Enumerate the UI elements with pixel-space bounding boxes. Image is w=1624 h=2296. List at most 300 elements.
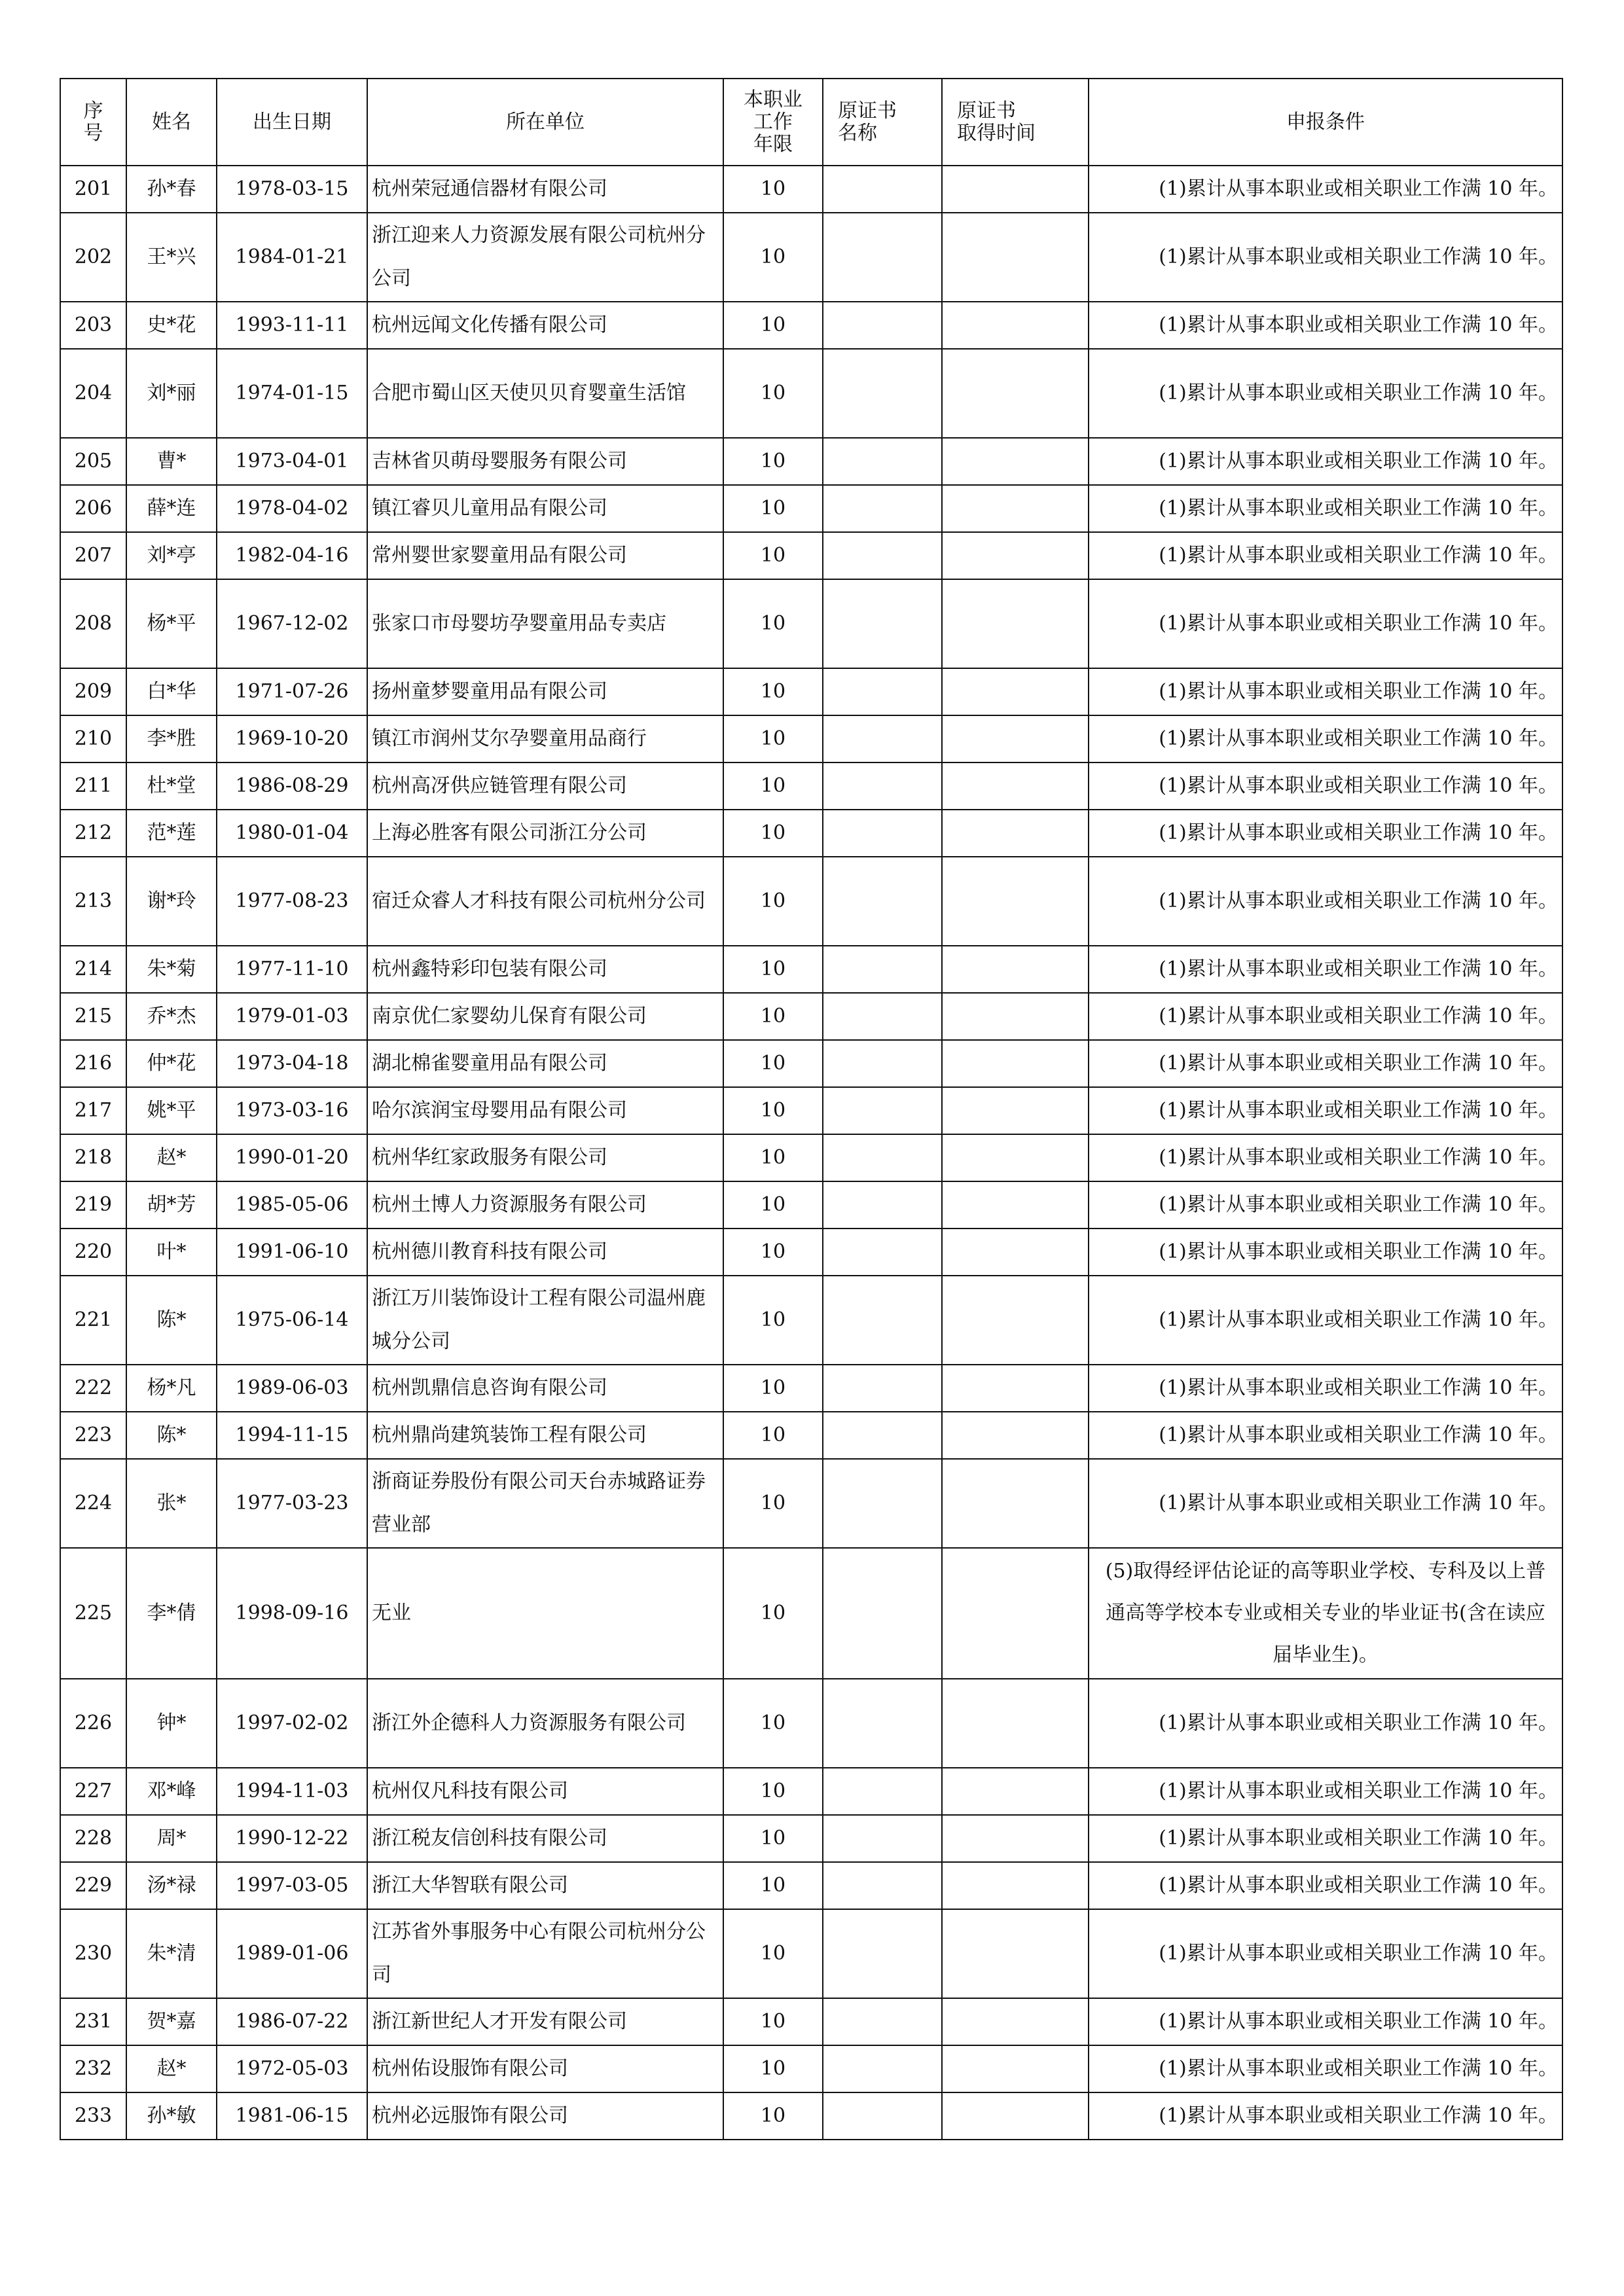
row-employer: 杭州德川教育科技有限公司 bbox=[367, 1229, 723, 1276]
row-original-cert-date bbox=[942, 762, 1089, 810]
row-original-cert-name bbox=[823, 2092, 942, 2140]
row-original-cert-date bbox=[942, 485, 1089, 532]
row-work-years: 10 bbox=[723, 1087, 823, 1134]
row-application-condition: (1)累计从事本职业或相关职业工作满 10 年。 bbox=[1089, 1459, 1562, 1548]
table-row bbox=[60, 1229, 1562, 1276]
row-original-cert-name bbox=[823, 1365, 942, 1412]
row-employer: 杭州仅凡科技有限公司 bbox=[367, 1768, 723, 1815]
table-row bbox=[60, 810, 1562, 857]
row-original-cert-name bbox=[823, 1679, 942, 1768]
row-work-years: 10 bbox=[723, 857, 823, 946]
row-seq: 233 bbox=[60, 2092, 126, 2140]
row-application-condition: (1)累计从事本职业或相关职业工作满 10 年。 bbox=[1089, 1815, 1562, 1862]
row-birth-date: 1984-01-21 bbox=[217, 213, 367, 302]
row-employer: 杭州华红家政服务有限公司 bbox=[367, 1134, 723, 1181]
row-original-cert-name bbox=[823, 485, 942, 532]
row-original-cert-name bbox=[823, 1229, 942, 1276]
row-birth-date: 1971-07-26 bbox=[217, 668, 367, 715]
row-work-years: 10 bbox=[723, 1276, 823, 1365]
row-original-cert-name bbox=[823, 532, 942, 579]
row-employer: 镇江市润州艾尔孕婴童用品商行 bbox=[367, 715, 723, 762]
row-employer: 浙商证券股份有限公司天台赤城路证券营业部 bbox=[367, 1459, 723, 1548]
row-application-condition: (1)累计从事本职业或相关职业工作满 10 年。 bbox=[1089, 1229, 1562, 1276]
row-name: 李*胜 bbox=[126, 715, 217, 762]
row-seq: 220 bbox=[60, 1229, 126, 1276]
row-birth-date: 1977-08-23 bbox=[217, 857, 367, 946]
table-row bbox=[60, 668, 1562, 715]
row-birth-date: 1990-01-20 bbox=[217, 1134, 367, 1181]
row-application-condition: (1)累计从事本职业或相关职业工作满 10 年。 bbox=[1089, 762, 1562, 810]
row-original-cert-name bbox=[823, 1040, 942, 1087]
row-employer: 杭州必远服饰有限公司 bbox=[367, 2092, 723, 2140]
row-name: 张* bbox=[126, 1459, 217, 1548]
table-row bbox=[60, 485, 1562, 532]
row-seq: 232 bbox=[60, 2045, 126, 2092]
row-original-cert-date bbox=[942, 438, 1089, 485]
header-name: 姓名 bbox=[126, 79, 217, 166]
row-work-years: 10 bbox=[723, 438, 823, 485]
header-birth-date: 出生日期 bbox=[217, 79, 367, 166]
row-original-cert-name bbox=[823, 810, 942, 857]
row-name: 陈* bbox=[126, 1276, 217, 1365]
row-birth-date: 1998-09-16 bbox=[217, 1548, 367, 1679]
table-row bbox=[60, 1909, 1562, 1998]
row-name: 朱*菊 bbox=[126, 946, 217, 993]
row-employer: 杭州佑设服饰有限公司 bbox=[367, 2045, 723, 2092]
row-birth-date: 1991-06-10 bbox=[217, 1229, 367, 1276]
row-original-cert-name bbox=[823, 1548, 942, 1679]
row-birth-date: 1993-11-11 bbox=[217, 302, 367, 349]
row-birth-date: 1975-06-14 bbox=[217, 1276, 367, 1365]
row-application-condition: (5)取得经评估论证的高等职业学校、专科及以上普通高等学校本专业或相关专业的毕业证书(含在读应届毕业生)。 bbox=[1089, 1548, 1562, 1679]
row-original-cert-date bbox=[942, 1040, 1089, 1087]
row-work-years: 10 bbox=[723, 762, 823, 810]
row-seq: 204 bbox=[60, 349, 126, 438]
row-original-cert-name bbox=[823, 1087, 942, 1134]
row-work-years: 10 bbox=[723, 1998, 823, 2045]
row-application-condition: (1)累计从事本职业或相关职业工作满 10 年。 bbox=[1089, 1909, 1562, 1998]
header-employer: 所在单位 bbox=[367, 79, 723, 166]
row-original-cert-date bbox=[942, 213, 1089, 302]
row-birth-date: 1990-12-22 bbox=[217, 1815, 367, 1862]
row-original-cert-name bbox=[823, 1181, 942, 1229]
row-original-cert-name bbox=[823, 579, 942, 668]
table-row bbox=[60, 993, 1562, 1040]
row-application-condition: (1)累计从事本职业或相关职业工作满 10 年。 bbox=[1089, 1768, 1562, 1815]
row-birth-date: 1973-04-01 bbox=[217, 438, 367, 485]
row-seq: 216 bbox=[60, 1040, 126, 1087]
table-row bbox=[60, 1815, 1562, 1862]
row-name: 邓*峰 bbox=[126, 1768, 217, 1815]
row-birth-date: 1979-01-03 bbox=[217, 993, 367, 1040]
row-seq: 206 bbox=[60, 485, 126, 532]
table-row bbox=[60, 302, 1562, 349]
row-application-condition: (1)累计从事本职业或相关职业工作满 10 年。 bbox=[1089, 1276, 1562, 1365]
row-application-condition: (1)累计从事本职业或相关职业工作满 10 年。 bbox=[1089, 857, 1562, 946]
row-seq: 218 bbox=[60, 1134, 126, 1181]
row-birth-date: 1986-07-22 bbox=[217, 1998, 367, 2045]
row-seq: 225 bbox=[60, 1548, 126, 1679]
table-row bbox=[60, 1862, 1562, 1909]
row-work-years: 10 bbox=[723, 2092, 823, 2140]
row-work-years: 10 bbox=[723, 1181, 823, 1229]
row-employer: 湖北棉雀婴童用品有限公司 bbox=[367, 1040, 723, 1087]
row-birth-date: 1981-06-15 bbox=[217, 2092, 367, 2140]
row-work-years: 10 bbox=[723, 993, 823, 1040]
header-original-cert-date: 原证书 取得时间 bbox=[942, 79, 1089, 166]
row-name: 杨*平 bbox=[126, 579, 217, 668]
row-original-cert-date bbox=[942, 166, 1089, 213]
table-row bbox=[60, 762, 1562, 810]
header-original-cert-name: 原证书 名称 bbox=[823, 79, 942, 166]
row-seq: 228 bbox=[60, 1815, 126, 1862]
row-seq: 213 bbox=[60, 857, 126, 946]
row-seq: 226 bbox=[60, 1679, 126, 1768]
row-name: 李*倩 bbox=[126, 1548, 217, 1679]
row-application-condition: (1)累计从事本职业或相关职业工作满 10 年。 bbox=[1089, 349, 1562, 438]
row-employer: 南京优仁家婴幼儿保育有限公司 bbox=[367, 993, 723, 1040]
row-application-condition: (1)累计从事本职业或相关职业工作满 10 年。 bbox=[1089, 213, 1562, 302]
row-original-cert-name bbox=[823, 993, 942, 1040]
table-header-row bbox=[60, 79, 1562, 166]
row-original-cert-date bbox=[942, 946, 1089, 993]
row-employer: 杭州高冴供应链管理有限公司 bbox=[367, 762, 723, 810]
row-application-condition: (1)累计从事本职业或相关职业工作满 10 年。 bbox=[1089, 166, 1562, 213]
row-seq: 214 bbox=[60, 946, 126, 993]
row-original-cert-date bbox=[942, 1087, 1089, 1134]
row-employer: 哈尔滨润宝母婴用品有限公司 bbox=[367, 1087, 723, 1134]
row-name: 曹* bbox=[126, 438, 217, 485]
row-original-cert-date bbox=[942, 1998, 1089, 2045]
row-seq: 217 bbox=[60, 1087, 126, 1134]
row-application-condition: (1)累计从事本职业或相关职业工作满 10 年。 bbox=[1089, 302, 1562, 349]
row-work-years: 10 bbox=[723, 810, 823, 857]
row-application-condition: (1)累计从事本职业或相关职业工作满 10 年。 bbox=[1089, 532, 1562, 579]
row-application-condition: (1)累计从事本职业或相关职业工作满 10 年。 bbox=[1089, 810, 1562, 857]
row-name: 仲*花 bbox=[126, 1040, 217, 1087]
table-row bbox=[60, 1412, 1562, 1459]
applicant-roster-sheet bbox=[60, 78, 1562, 2140]
row-seq: 215 bbox=[60, 993, 126, 1040]
row-seq: 211 bbox=[60, 762, 126, 810]
row-birth-date: 1977-03-23 bbox=[217, 1459, 367, 1548]
row-name: 杨*凡 bbox=[126, 1365, 217, 1412]
row-birth-date: 1978-03-15 bbox=[217, 166, 367, 213]
row-name: 刘*亭 bbox=[126, 532, 217, 579]
row-work-years: 10 bbox=[723, 349, 823, 438]
row-birth-date: 1982-04-16 bbox=[217, 532, 367, 579]
row-employer: 无业 bbox=[367, 1548, 723, 1679]
row-birth-date: 1978-04-02 bbox=[217, 485, 367, 532]
row-original-cert-date bbox=[942, 1459, 1089, 1548]
table-row bbox=[60, 1276, 1562, 1365]
row-application-condition: (1)累计从事本职业或相关职业工作满 10 年。 bbox=[1089, 1040, 1562, 1087]
row-name: 贺*嘉 bbox=[126, 1998, 217, 2045]
row-work-years: 10 bbox=[723, 485, 823, 532]
row-seq: 202 bbox=[60, 213, 126, 302]
row-original-cert-name bbox=[823, 1998, 942, 2045]
row-seq: 224 bbox=[60, 1459, 126, 1548]
row-seq: 219 bbox=[60, 1181, 126, 1229]
row-application-condition: (1)累计从事本职业或相关职业工作满 10 年。 bbox=[1089, 1998, 1562, 2045]
row-birth-date: 1997-03-05 bbox=[217, 1862, 367, 1909]
table-row bbox=[60, 946, 1562, 993]
row-work-years: 10 bbox=[723, 302, 823, 349]
row-employer: 浙江大华智联有限公司 bbox=[367, 1862, 723, 1909]
table-row bbox=[60, 166, 1562, 213]
row-work-years: 10 bbox=[723, 946, 823, 993]
row-name: 姚*平 bbox=[126, 1087, 217, 1134]
row-original-cert-date bbox=[942, 1815, 1089, 1862]
row-name: 刘*丽 bbox=[126, 349, 217, 438]
row-birth-date: 1994-11-15 bbox=[217, 1412, 367, 1459]
row-application-condition: (1)累计从事本职业或相关职业工作满 10 年。 bbox=[1089, 1365, 1562, 1412]
row-name: 薛*连 bbox=[126, 485, 217, 532]
row-birth-date: 1994-11-03 bbox=[217, 1768, 367, 1815]
row-original-cert-date bbox=[942, 857, 1089, 946]
row-original-cert-date bbox=[942, 1768, 1089, 1815]
row-birth-date: 1977-11-10 bbox=[217, 946, 367, 993]
table-row bbox=[60, 857, 1562, 946]
row-name: 叶* bbox=[126, 1229, 217, 1276]
row-name: 胡*芳 bbox=[126, 1181, 217, 1229]
row-original-cert-name bbox=[823, 166, 942, 213]
row-original-cert-name bbox=[823, 857, 942, 946]
row-employer: 张家口市母婴坊孕婴童用品专卖店 bbox=[367, 579, 723, 668]
row-employer: 扬州童梦婴童用品有限公司 bbox=[367, 668, 723, 715]
row-work-years: 10 bbox=[723, 2045, 823, 2092]
row-name: 朱*清 bbox=[126, 1909, 217, 1998]
row-work-years: 10 bbox=[723, 1815, 823, 1862]
row-original-cert-date bbox=[942, 993, 1089, 1040]
row-name: 王*兴 bbox=[126, 213, 217, 302]
row-original-cert-date bbox=[942, 1862, 1089, 1909]
row-seq: 227 bbox=[60, 1768, 126, 1815]
row-original-cert-date bbox=[942, 302, 1089, 349]
row-original-cert-name bbox=[823, 1909, 942, 1998]
row-employer: 浙江迎来人力资源发展有限公司杭州分公司 bbox=[367, 213, 723, 302]
row-birth-date: 1989-01-06 bbox=[217, 1909, 367, 1998]
row-name: 陈* bbox=[126, 1412, 217, 1459]
row-original-cert-date bbox=[942, 2045, 1089, 2092]
row-birth-date: 1980-01-04 bbox=[217, 810, 367, 857]
row-original-cert-date bbox=[942, 1276, 1089, 1365]
row-seq: 230 bbox=[60, 1909, 126, 1998]
row-name: 白*华 bbox=[126, 668, 217, 715]
row-application-condition: (1)累计从事本职业或相关职业工作满 10 年。 bbox=[1089, 2092, 1562, 2140]
row-application-condition: (1)累计从事本职业或相关职业工作满 10 年。 bbox=[1089, 993, 1562, 1040]
row-name: 周* bbox=[126, 1815, 217, 1862]
row-original-cert-name bbox=[823, 1459, 942, 1548]
row-work-years: 10 bbox=[723, 213, 823, 302]
row-birth-date: 1997-02-02 bbox=[217, 1679, 367, 1768]
row-seq: 203 bbox=[60, 302, 126, 349]
applicant-roster-table bbox=[60, 78, 1563, 2140]
row-original-cert-name bbox=[823, 946, 942, 993]
table-row bbox=[60, 532, 1562, 579]
row-work-years: 10 bbox=[723, 1862, 823, 1909]
row-seq: 223 bbox=[60, 1412, 126, 1459]
row-employer: 杭州荣冠通信器材有限公司 bbox=[367, 166, 723, 213]
row-application-condition: (1)累计从事本职业或相关职业工作满 10 年。 bbox=[1089, 668, 1562, 715]
table-row bbox=[60, 1998, 1562, 2045]
row-work-years: 10 bbox=[723, 579, 823, 668]
row-birth-date: 1989-06-03 bbox=[217, 1365, 367, 1412]
row-original-cert-name bbox=[823, 715, 942, 762]
row-work-years: 10 bbox=[723, 166, 823, 213]
header-seq: 序 号 bbox=[60, 79, 126, 166]
row-employer: 镇江睿贝儿童用品有限公司 bbox=[367, 485, 723, 532]
row-original-cert-date bbox=[942, 2092, 1089, 2140]
row-original-cert-date bbox=[942, 1909, 1089, 1998]
row-application-condition: (1)累计从事本职业或相关职业工作满 10 年。 bbox=[1089, 485, 1562, 532]
row-application-condition: (1)累计从事本职业或相关职业工作满 10 年。 bbox=[1089, 946, 1562, 993]
row-original-cert-name bbox=[823, 1276, 942, 1365]
row-employer: 杭州凯鼎信息咨询有限公司 bbox=[367, 1365, 723, 1412]
row-work-years: 10 bbox=[723, 1412, 823, 1459]
row-original-cert-name bbox=[823, 302, 942, 349]
row-birth-date: 1986-08-29 bbox=[217, 762, 367, 810]
row-name: 范*莲 bbox=[126, 810, 217, 857]
row-name: 孙*春 bbox=[126, 166, 217, 213]
row-work-years: 10 bbox=[723, 1679, 823, 1768]
row-birth-date: 1985-05-06 bbox=[217, 1181, 367, 1229]
row-original-cert-name bbox=[823, 668, 942, 715]
table-row bbox=[60, 579, 1562, 668]
row-employer: 浙江税友信创科技有限公司 bbox=[367, 1815, 723, 1862]
row-name: 钟* bbox=[126, 1679, 217, 1768]
row-work-years: 10 bbox=[723, 715, 823, 762]
row-work-years: 10 bbox=[723, 1548, 823, 1679]
row-employer: 杭州土博人力资源服务有限公司 bbox=[367, 1181, 723, 1229]
row-original-cert-date bbox=[942, 1181, 1089, 1229]
header-work-years: 本职业 工作 年限 bbox=[723, 79, 823, 166]
row-original-cert-name bbox=[823, 1412, 942, 1459]
row-seq: 205 bbox=[60, 438, 126, 485]
row-original-cert-date bbox=[942, 1229, 1089, 1276]
row-original-cert-name bbox=[823, 438, 942, 485]
row-seq: 231 bbox=[60, 1998, 126, 2045]
header-application-condition: 申报条件 bbox=[1089, 79, 1562, 166]
row-original-cert-name bbox=[823, 1768, 942, 1815]
table-row bbox=[60, 349, 1562, 438]
row-name: 赵* bbox=[126, 2045, 217, 2092]
row-original-cert-date bbox=[942, 810, 1089, 857]
row-employer: 江苏省外事服务中心有限公司杭州分公司 bbox=[367, 1909, 723, 1998]
row-work-years: 10 bbox=[723, 532, 823, 579]
row-birth-date: 1972-05-03 bbox=[217, 2045, 367, 2092]
row-application-condition: (1)累计从事本职业或相关职业工作满 10 年。 bbox=[1089, 579, 1562, 668]
row-seq: 222 bbox=[60, 1365, 126, 1412]
row-work-years: 10 bbox=[723, 1229, 823, 1276]
row-work-years: 10 bbox=[723, 1459, 823, 1548]
row-employer: 常州婴世家婴童用品有限公司 bbox=[367, 532, 723, 579]
row-original-cert-name bbox=[823, 1134, 942, 1181]
table-row bbox=[60, 715, 1562, 762]
row-work-years: 10 bbox=[723, 1909, 823, 1998]
row-birth-date: 1969-10-20 bbox=[217, 715, 367, 762]
row-original-cert-date bbox=[942, 1412, 1089, 1459]
row-original-cert-date bbox=[942, 715, 1089, 762]
row-employer: 浙江新世纪人才开发有限公司 bbox=[367, 1998, 723, 2045]
row-work-years: 10 bbox=[723, 1365, 823, 1412]
row-employer: 杭州远闻文化传播有限公司 bbox=[367, 302, 723, 349]
table-row bbox=[60, 1548, 1562, 1679]
table-row bbox=[60, 1459, 1562, 1548]
row-application-condition: (1)累计从事本职业或相关职业工作满 10 年。 bbox=[1089, 1087, 1562, 1134]
table-row bbox=[60, 1040, 1562, 1087]
row-seq: 201 bbox=[60, 166, 126, 213]
row-application-condition: (1)累计从事本职业或相关职业工作满 10 年。 bbox=[1089, 1181, 1562, 1229]
row-employer: 吉林省贝萌母婴服务有限公司 bbox=[367, 438, 723, 485]
row-original-cert-date bbox=[942, 349, 1089, 438]
row-seq: 208 bbox=[60, 579, 126, 668]
row-seq: 209 bbox=[60, 668, 126, 715]
row-employer: 合肥市蜀山区天使贝贝育婴童生活馆 bbox=[367, 349, 723, 438]
row-employer: 杭州鑫特彩印包装有限公司 bbox=[367, 946, 723, 993]
row-birth-date: 1974-01-15 bbox=[217, 349, 367, 438]
row-application-condition: (1)累计从事本职业或相关职业工作满 10 年。 bbox=[1089, 715, 1562, 762]
row-seq: 229 bbox=[60, 1862, 126, 1909]
table-row bbox=[60, 2045, 1562, 2092]
row-original-cert-date bbox=[942, 1365, 1089, 1412]
row-name: 汤*禄 bbox=[126, 1862, 217, 1909]
row-work-years: 10 bbox=[723, 668, 823, 715]
row-original-cert-name bbox=[823, 1815, 942, 1862]
row-application-condition: (1)累计从事本职业或相关职业工作满 10 年。 bbox=[1089, 1679, 1562, 1768]
row-seq: 207 bbox=[60, 532, 126, 579]
row-seq: 210 bbox=[60, 715, 126, 762]
row-name: 谢*玲 bbox=[126, 857, 217, 946]
row-employer: 杭州鼎尚建筑装饰工程有限公司 bbox=[367, 1412, 723, 1459]
row-name: 史*花 bbox=[126, 302, 217, 349]
row-employer: 浙江万川装饰设计工程有限公司温州鹿城分公司 bbox=[367, 1276, 723, 1365]
row-name: 孙*敏 bbox=[126, 2092, 217, 2140]
row-original-cert-name bbox=[823, 349, 942, 438]
row-original-cert-name bbox=[823, 213, 942, 302]
row-application-condition: (1)累计从事本职业或相关职业工作满 10 年。 bbox=[1089, 2045, 1562, 2092]
row-work-years: 10 bbox=[723, 1768, 823, 1815]
row-seq: 221 bbox=[60, 1276, 126, 1365]
table-row bbox=[60, 213, 1562, 302]
row-birth-date: 1973-03-16 bbox=[217, 1087, 367, 1134]
table-row bbox=[60, 1768, 1562, 1815]
table-row bbox=[60, 2092, 1562, 2140]
row-original-cert-date bbox=[942, 532, 1089, 579]
table-row bbox=[60, 1087, 1562, 1134]
row-work-years: 10 bbox=[723, 1134, 823, 1181]
row-original-cert-name bbox=[823, 762, 942, 810]
row-application-condition: (1)累计从事本职业或相关职业工作满 10 年。 bbox=[1089, 438, 1562, 485]
row-original-cert-name bbox=[823, 2045, 942, 2092]
table-row bbox=[60, 438, 1562, 485]
row-application-condition: (1)累计从事本职业或相关职业工作满 10 年。 bbox=[1089, 1412, 1562, 1459]
row-seq: 212 bbox=[60, 810, 126, 857]
table-row bbox=[60, 1679, 1562, 1768]
row-original-cert-date bbox=[942, 1134, 1089, 1181]
row-employer: 宿迁众睿人才科技有限公司杭州分公司 bbox=[367, 857, 723, 946]
table-row bbox=[60, 1365, 1562, 1412]
row-application-condition: (1)累计从事本职业或相关职业工作满 10 年。 bbox=[1089, 1134, 1562, 1181]
row-original-cert-date bbox=[942, 668, 1089, 715]
row-original-cert-name bbox=[823, 1862, 942, 1909]
row-birth-date: 1967-12-02 bbox=[217, 579, 367, 668]
row-birth-date: 1973-04-18 bbox=[217, 1040, 367, 1087]
row-application-condition: (1)累计从事本职业或相关职业工作满 10 年。 bbox=[1089, 1862, 1562, 1909]
row-employer: 浙江外企德科人力资源服务有限公司 bbox=[367, 1679, 723, 1768]
row-original-cert-date bbox=[942, 1679, 1089, 1768]
row-employer: 上海必胜客有限公司浙江分公司 bbox=[367, 810, 723, 857]
